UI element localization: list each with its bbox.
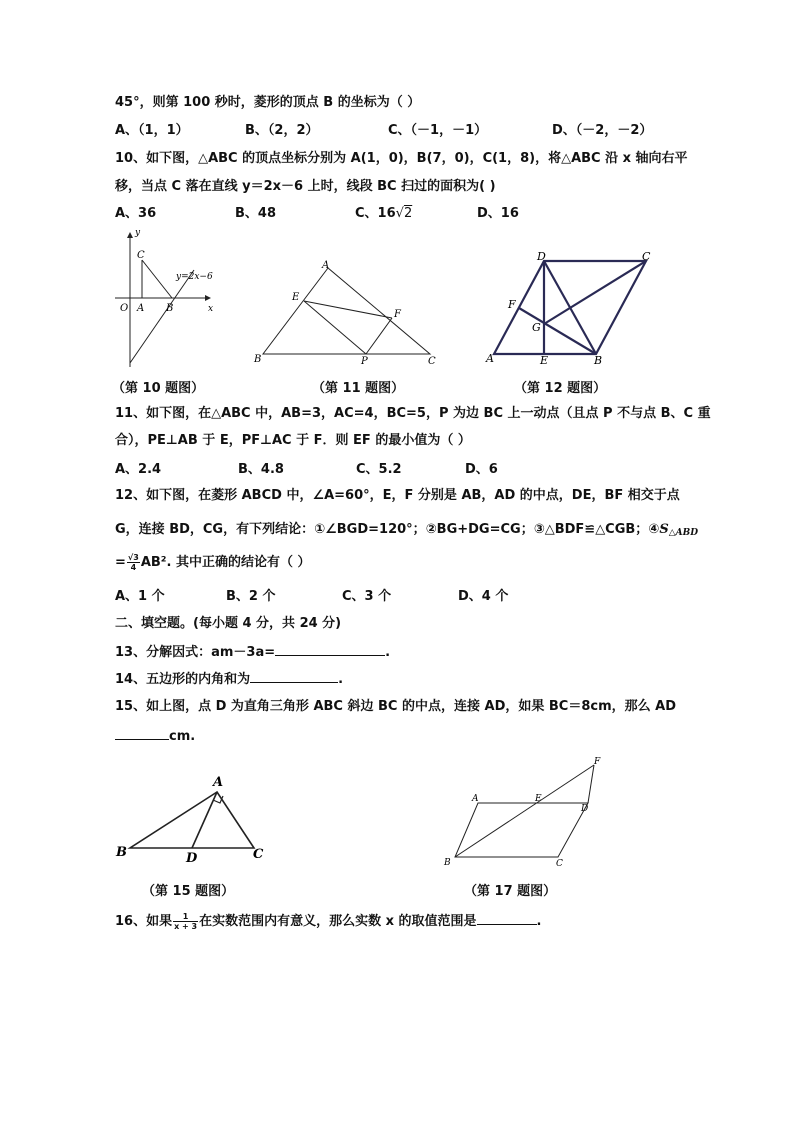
fig15-label-d: D xyxy=(186,851,198,865)
fig11-label-a: A xyxy=(322,260,330,271)
q9-option-c: C、（－1，－1） xyxy=(388,123,488,138)
q13-answer-blank xyxy=(275,643,385,656)
fig11-label-e: E xyxy=(292,292,300,303)
q10-option-c: C、16√2 xyxy=(355,206,413,221)
q15-line1: 15、如上图，点 D 为直角三角形 ABC 斜边 BC 的中点，连接 AD，如果 BC＝8cm，那么 AD xyxy=(115,699,677,714)
q16-answer-blank xyxy=(477,912,537,925)
fig12-label-g: G xyxy=(532,321,541,334)
fig17-caption: （第 17 题图） xyxy=(464,884,557,899)
fig12-label-c: C xyxy=(642,250,651,263)
q12-option-c: C、3 个 xyxy=(342,589,392,604)
q11-option-b: B、4.8 xyxy=(238,462,284,477)
s-symbol: S xyxy=(659,522,669,537)
fig17-label-e: E xyxy=(535,794,542,804)
q12-option-a: A、1 个 xyxy=(115,589,165,604)
q10-option-a: A、36 xyxy=(115,206,157,221)
q10-option-b: B、48 xyxy=(235,206,276,221)
sqrt-symbol: √ xyxy=(395,206,404,221)
figure-11 xyxy=(250,258,445,368)
fig11-caption: （第 11 题图） xyxy=(312,381,405,396)
fig10-label-b: B xyxy=(166,303,174,314)
q11-option-a: A、2.4 xyxy=(115,462,162,477)
q9-option-b: B、（2，2） xyxy=(245,123,319,138)
q12-option-b: B、2 个 xyxy=(226,589,276,604)
fig10-caption: （第 10 题图） xyxy=(112,381,205,396)
fig10-label-c: C xyxy=(137,250,145,261)
q15-line2: cm. xyxy=(115,727,195,746)
fig12-label-f: F xyxy=(508,298,516,311)
fig17-label-c: C xyxy=(556,859,563,869)
fig10-label-y: y xyxy=(135,228,141,238)
fig10-label-a: A xyxy=(137,303,145,314)
figure-15 xyxy=(112,770,277,865)
fig15-caption: （第 15 题图） xyxy=(142,884,235,899)
one-over-x-plus-3-fraction: $\frac{1}{x + 3}$ xyxy=(174,912,198,931)
fig11-label-b: B xyxy=(254,354,262,365)
q12-line3: = $\frac{√3}{4}$ AB². 其中正确的结论有（ ） xyxy=(115,553,311,572)
fig15-label-c: C xyxy=(253,847,264,862)
q11-line2: 合），PE⊥AB 于 E，PF⊥AC 于 F．则 EF 的最小值为（ ） xyxy=(115,433,471,448)
fig17-label-d: D xyxy=(581,804,589,814)
figure-12 xyxy=(482,248,657,366)
q11-option-d: D、6 xyxy=(465,462,498,477)
q14: 14、五边形的内角和为 . xyxy=(115,672,344,687)
fig17-label-f: F xyxy=(594,757,601,767)
q9-option-a: A、（1，1） xyxy=(115,123,189,138)
q9-text: 45°，则第 100 秒时，菱形的顶点 B 的坐标为（ ） xyxy=(115,95,421,110)
line-y2x-6 xyxy=(130,270,194,363)
section-2-heading: 二、填空题。(每小题 4 分，共 24 分) xyxy=(115,616,342,631)
fig11-label-f: F xyxy=(394,309,401,320)
q12-line1: 12、如下图，在菱形 ABCD 中，∠A=60°，E，F 分别是 AB，AD 的中点，DE，BF 相交于点 xyxy=(115,488,680,503)
q10-option-d: D、16 xyxy=(477,206,519,221)
fig12-label-d: D xyxy=(537,250,546,263)
q15-answer-blank xyxy=(115,727,169,740)
fig12-caption: （第 12 题图） xyxy=(514,381,607,396)
fig10-label-line: y=2x−6 xyxy=(176,272,213,282)
q9-option-d: D、（－2，－2） xyxy=(552,123,653,138)
q13: 13、分解因式：am－3a= . xyxy=(115,645,391,660)
q10-line1: 10、如下图，△ABC 的顶点坐标分别为 A(1，0)，B(7，0)，C(1，8)，将△ABC 沿 x 轴向右平 xyxy=(115,151,688,166)
q11-line1: 11、如下图，在△ABC 中，AB=3，AC=4，BC=5，P 为边 BC 上一动点（且点 P 不与点 B、C 重 xyxy=(115,406,711,421)
sqrt3-over-4-fraction: $\frac{√3}{4}$ xyxy=(127,553,139,572)
s-subscript: △ABD xyxy=(668,528,699,538)
fig15-label-a: A xyxy=(213,775,224,790)
q14-answer-blank xyxy=(250,670,338,683)
fig17-label-b: B xyxy=(444,858,451,868)
fig10-label-x: x xyxy=(208,304,214,314)
fig11-label-p: P xyxy=(361,356,368,367)
q12-option-d: D、4 个 xyxy=(458,589,509,604)
q16: 16、如果 $\frac{1}{x + 3}$ 在实数范围内有意义，那么实数 x 的取值范围是 . xyxy=(115,912,542,931)
figure-10 xyxy=(110,225,220,370)
q10-line2: 移，当点 C 落在直线 y＝2x－6 上时，线段 BC 扫过的面积为( ) xyxy=(115,179,496,194)
figure-17 xyxy=(440,755,610,870)
fig12-label-b: B xyxy=(594,354,603,366)
fig17-label-a: A xyxy=(472,794,479,804)
fig10-label-o: O xyxy=(120,303,129,314)
fig12-label-a: A xyxy=(486,352,494,365)
fig11-label-c: C xyxy=(428,356,436,367)
q11-option-c: C、5.2 xyxy=(356,462,402,477)
q12-line2: G，连接 BD，CG，有下列结论：①∠BGD=120°；②BG+DG=CG；③△BDF≌△CGB；④S△ABD xyxy=(115,522,699,538)
fig12-label-e: E xyxy=(540,354,549,366)
fig15-label-b: B xyxy=(116,845,127,860)
